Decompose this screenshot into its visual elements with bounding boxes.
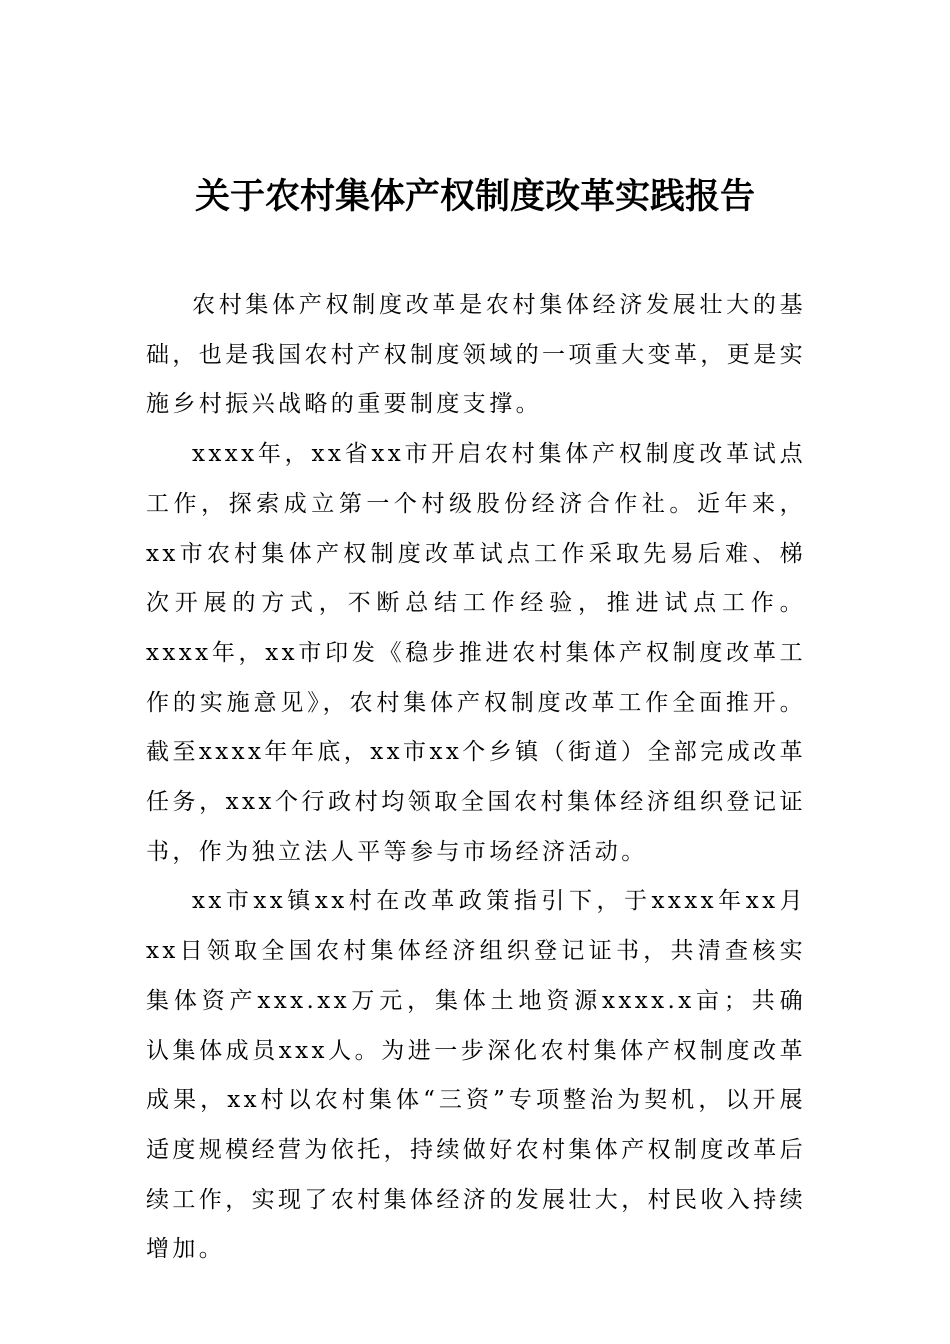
- document-body: [146, 281, 806, 1275]
- paragraph-2: xxxx年，xx省xx市开启农村集体产权制度改革试点工作，探索成立第一个村级股份经济合作社。近年来，xx市农村集体产权制度改革试点工作采取先易后难、梯次开展的方式，不断总结工作经验，推进试点工作。xxxx年，xx市印发《稳步推进农村集体产权制度改革工作的实施意见》，农村集体产权制度改革工作全面推开。截至xxxx年年底，xx市xx个乡镇（街道）全部完成改革任务，xxx个行政村均领取全国农村集体经济组织登记证书，作为独立法人平等参与市场经济活动。: [146, 441, 806, 865]
- paragraph-3: xx市xx镇xx村在改革政策指引下，于xxxx年xx月xx日领取全国农村集体经济组织登记证书，共清查核实集体资产xxx.xx万元，集体土地资源xxxx.x亩；共确认集体成员xxx人。为进一步深化农村集体产权制度改革成果，xx村以农村集体“三资”专项整治为契机，以开展适度规模经营为依托，持续做好农村集体产权制度改革后续工作，实现了农村集体经济的发展壮大，村民收入持续增加。: [146, 888, 806, 1263]
- paragraph-1: 农村集体产权制度改革是农村集体经济发展壮大的基础，也是我国农村产权制度领域的一项重大变革，更是实施乡村振兴战略的重要制度支撑。: [146, 292, 806, 418]
- document-title: 关于农村集体产权制度改革实践报告: [194, 176, 755, 217]
